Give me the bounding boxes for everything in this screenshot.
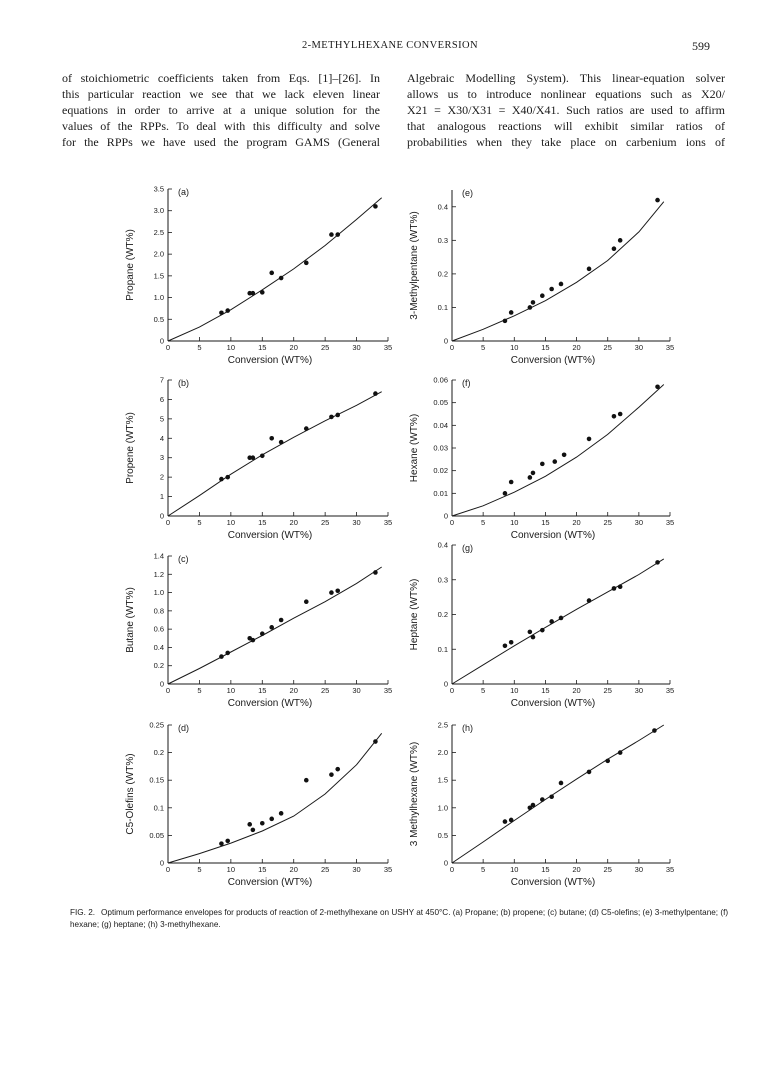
- x-tick-label: 20: [289, 343, 298, 352]
- x-axis-label: Conversion (WT%): [510, 698, 596, 709]
- x-tick-label: 10: [510, 343, 519, 352]
- y-axis-label: C5-Olefins (WT%): [125, 753, 136, 835]
- text-line: probabilities when they take place on carbenium ions of: [407, 135, 725, 149]
- data-point: [549, 619, 554, 624]
- x-tick-label: 10: [226, 865, 236, 874]
- text-line: that analogous reactions will exhibit similar ratios of: [407, 119, 725, 133]
- y-tick-label: 0.2: [437, 610, 448, 619]
- y-axis-label: Hexane (WT%): [409, 413, 420, 483]
- x-tick-label: 25: [320, 343, 330, 352]
- x-tick-label: 0: [449, 865, 455, 874]
- panel-label: (g): [462, 543, 473, 553]
- caption-label: FIG. 2.: [70, 908, 96, 917]
- data-point: [559, 282, 564, 287]
- x-tick-label: 20: [289, 518, 298, 527]
- data-point: [373, 570, 378, 575]
- y-tick-label: 0.2: [153, 661, 164, 671]
- y-tick-label: 0.4: [437, 540, 448, 550]
- text-line: for the RPPs we have used the program GAMS (General: [62, 135, 380, 149]
- y-tick-label: 0: [443, 336, 448, 346]
- data-point: [269, 436, 274, 441]
- x-tick-label: 20: [572, 865, 581, 874]
- data-point: [540, 462, 545, 467]
- data-point: [304, 599, 309, 604]
- data-point: [304, 426, 309, 431]
- data-point: [549, 287, 554, 292]
- panel-label: (d): [178, 723, 189, 733]
- x-tick-label: 25: [603, 865, 612, 874]
- y-tick-label: 2.0: [153, 249, 164, 259]
- text-line: Algebraic Modelling System). This linear-equation solver: [407, 71, 725, 85]
- x-axis-label: Conversion (WT%): [510, 355, 596, 366]
- y-tick-label: 0.3: [437, 575, 448, 585]
- y-axis-label: Propene (WT%): [125, 412, 136, 484]
- data-point: [618, 750, 623, 755]
- text-line: of stoichiometric coefficients taken from Eqs. [1]–[26]. In: [62, 71, 380, 85]
- data-point: [531, 471, 536, 476]
- data-point: [587, 437, 592, 442]
- y-tick-label: 1.0: [153, 588, 164, 598]
- data-point: [552, 459, 557, 464]
- chart-panel-f: [409, 376, 674, 542]
- y-tick-label: 0.1: [153, 803, 164, 813]
- data-point: [225, 475, 230, 480]
- x-tick-label: 25: [603, 518, 612, 527]
- data-point: [260, 821, 265, 826]
- data-point: [655, 560, 660, 565]
- x-tick-label: 30: [352, 865, 361, 874]
- chart-panel-e: [409, 188, 674, 366]
- data-point: [612, 246, 617, 251]
- x-tick-label: 35: [665, 343, 675, 352]
- x-axis-label: Conversion (WT%): [227, 355, 313, 366]
- x-axis-label: Conversion (WT%): [227, 877, 313, 888]
- x-tick-label: 30: [634, 686, 644, 695]
- y-tick-label: 1.4: [153, 551, 164, 561]
- x-tick-label: 0: [165, 518, 171, 527]
- data-point: [528, 475, 533, 480]
- data-point: [279, 276, 284, 281]
- y-tick-label: 0.5: [437, 830, 448, 840]
- data-point: [531, 803, 536, 808]
- x-tick-label: 10: [226, 518, 236, 527]
- text-line: this particular reaction we see that we lack eleven linear: [62, 87, 380, 101]
- x-tick-label: 25: [603, 686, 612, 695]
- data-point: [269, 817, 274, 822]
- y-tick-label: 7: [159, 375, 164, 385]
- x-tick-label: 20: [572, 518, 581, 527]
- envelope-curve: [168, 198, 382, 341]
- data-point: [503, 319, 508, 324]
- y-tick-label: 0.01: [433, 488, 448, 498]
- y-tick-label: 0: [443, 511, 448, 521]
- y-tick-label: 0.1: [437, 302, 448, 312]
- x-tick-label: 35: [383, 343, 393, 352]
- y-tick-label: 0: [159, 858, 164, 868]
- x-tick-label: 10: [510, 686, 519, 695]
- y-axis-label: 3 Methylhexane (WT%): [409, 741, 420, 847]
- x-tick-label: 25: [320, 865, 330, 874]
- y-tick-label: 4: [159, 433, 164, 443]
- data-point: [279, 440, 284, 445]
- y-axis-label: Propane (WT%): [125, 229, 136, 301]
- y-tick-label: 1.0: [437, 803, 448, 813]
- x-tick-label: 15: [541, 518, 550, 527]
- y-tick-label: 6: [159, 394, 164, 404]
- y-tick-label: 0.02: [433, 466, 448, 476]
- running-title: 2-METHYLHEXANE CONVERSION: [302, 40, 478, 51]
- y-tick-label: 0.25: [149, 720, 164, 730]
- y-tick-label: 0: [159, 511, 164, 521]
- data-point: [531, 300, 536, 305]
- data-point: [612, 414, 617, 419]
- x-tick-label: 30: [634, 343, 644, 352]
- panel-label: (h): [462, 723, 473, 733]
- x-tick-label: 35: [383, 686, 393, 695]
- text-line: equations in order to arrive at a unique solution for the: [62, 103, 380, 117]
- panel-label: (a): [178, 187, 189, 197]
- chart-panel-d: [125, 721, 392, 889]
- data-point: [503, 819, 508, 824]
- data-point: [335, 232, 340, 237]
- x-tick-label: 20: [289, 686, 298, 695]
- data-point: [559, 616, 564, 621]
- x-tick-label: 5: [481, 865, 486, 874]
- x-tick-label: 35: [665, 518, 675, 527]
- x-tick-label: 5: [197, 343, 202, 352]
- y-tick-label: 0.8: [153, 606, 164, 616]
- x-tick-label: 35: [383, 518, 393, 527]
- y-tick-label: 3: [159, 453, 164, 463]
- data-point: [251, 828, 256, 833]
- data-point: [587, 770, 592, 775]
- x-tick-label: 25: [603, 343, 612, 352]
- y-tick-label: 0: [443, 679, 448, 689]
- data-point: [329, 772, 334, 777]
- y-tick-label: 0.2: [153, 748, 164, 758]
- envelope-curve: [168, 733, 382, 863]
- chart-panel-h: [409, 721, 674, 889]
- data-point: [219, 654, 224, 659]
- data-point: [655, 198, 660, 203]
- x-tick-label: 0: [449, 686, 455, 695]
- data-point: [219, 841, 224, 846]
- figure-2-panels: [0, 170, 780, 900]
- x-axis-label: Conversion (WT%): [510, 530, 596, 541]
- y-tick-label: 2.0: [437, 748, 448, 758]
- x-tick-label: 10: [226, 686, 236, 695]
- x-tick-label: 20: [289, 865, 298, 874]
- data-point: [652, 728, 657, 733]
- envelope-curve: [452, 559, 664, 684]
- y-tick-label: 1.5: [437, 775, 448, 785]
- x-tick-label: 5: [197, 865, 202, 874]
- data-point: [260, 453, 265, 458]
- data-point: [549, 794, 554, 799]
- data-point: [612, 586, 617, 591]
- x-tick-label: 0: [165, 865, 171, 874]
- data-point: [559, 781, 564, 786]
- data-point: [279, 811, 284, 816]
- chart-panel-g: [409, 541, 674, 710]
- panel-label: (f): [462, 378, 471, 388]
- x-tick-label: 5: [481, 518, 486, 527]
- chart-panel-b: [125, 376, 392, 542]
- x-tick-label: 10: [510, 518, 519, 527]
- data-point: [329, 232, 334, 237]
- data-point: [531, 635, 536, 640]
- panel-label: (e): [462, 188, 473, 198]
- y-tick-label: 0.06: [433, 375, 448, 385]
- envelope-curve: [452, 725, 664, 863]
- data-point: [219, 310, 224, 315]
- x-tick-label: 15: [541, 343, 550, 352]
- y-tick-label: 5: [159, 414, 164, 424]
- x-axis-label: Conversion (WT%): [227, 698, 313, 709]
- y-axis-label: 3-Methylpentane (WT%): [409, 211, 420, 320]
- envelope-curve: [168, 392, 382, 516]
- data-point: [503, 491, 508, 496]
- data-point: [304, 261, 309, 266]
- x-tick-label: 0: [449, 343, 455, 352]
- body-text-left-column: [62, 70, 380, 150]
- x-tick-label: 20: [572, 686, 581, 695]
- x-tick-label: 30: [352, 518, 361, 527]
- x-tick-label: 15: [258, 865, 267, 874]
- x-tick-label: 15: [258, 518, 267, 527]
- data-point: [335, 588, 340, 593]
- data-point: [269, 625, 274, 630]
- y-tick-label: 1.0: [153, 293, 164, 303]
- text-line: values of the RPPs. To deal with this difficulty and solve: [62, 119, 380, 133]
- data-point: [540, 628, 545, 633]
- data-point: [373, 739, 378, 744]
- data-point: [373, 204, 378, 209]
- data-point: [509, 818, 514, 823]
- y-tick-label: 0.4: [437, 202, 448, 212]
- y-tick-label: 0.05: [149, 830, 164, 840]
- data-point: [605, 759, 610, 764]
- data-point: [618, 238, 623, 243]
- x-tick-label: 20: [572, 343, 581, 352]
- x-tick-label: 5: [481, 686, 486, 695]
- panel-label: (c): [178, 554, 189, 564]
- data-point: [503, 643, 508, 648]
- y-tick-label: 0.4: [153, 642, 164, 652]
- y-axis-label: Butane (WT%): [125, 587, 136, 653]
- x-tick-label: 0: [165, 343, 171, 352]
- data-point: [329, 590, 334, 595]
- y-tick-label: 0.3: [437, 235, 448, 245]
- data-point: [219, 477, 224, 482]
- data-point: [260, 290, 265, 295]
- data-point: [540, 797, 545, 802]
- data-point: [509, 310, 514, 315]
- x-tick-label: 35: [665, 865, 675, 874]
- body-text-right-column: [407, 70, 725, 150]
- x-tick-label: 5: [197, 518, 202, 527]
- data-point: [587, 267, 592, 272]
- x-tick-label: 30: [352, 686, 361, 695]
- data-point: [618, 412, 623, 417]
- x-tick-label: 5: [481, 343, 486, 352]
- y-tick-label: 0.2: [437, 269, 448, 279]
- data-point: [304, 778, 309, 783]
- x-tick-label: 25: [320, 686, 330, 695]
- data-point: [247, 822, 252, 827]
- x-tick-label: 35: [383, 865, 393, 874]
- y-tick-label: 1.5: [153, 271, 164, 281]
- y-tick-label: 1: [159, 492, 164, 502]
- data-point: [225, 839, 230, 844]
- y-tick-label: 2: [159, 472, 164, 482]
- x-tick-label: 15: [541, 865, 550, 874]
- x-tick-label: 15: [258, 686, 267, 695]
- x-axis-label: Conversion (WT%): [510, 877, 596, 888]
- y-tick-label: 0.1: [437, 644, 448, 654]
- data-point: [225, 308, 230, 313]
- data-point: [618, 584, 623, 589]
- x-tick-label: 10: [510, 865, 519, 874]
- y-tick-label: 3.0: [153, 206, 164, 216]
- y-tick-label: 0.04: [433, 420, 448, 430]
- x-tick-label: 15: [541, 686, 550, 695]
- data-point: [509, 640, 514, 645]
- data-point: [587, 598, 592, 603]
- data-point: [655, 385, 660, 390]
- data-point: [251, 638, 256, 643]
- data-point: [225, 651, 230, 656]
- text-line: X21 = X30/X31 = X40/X41. Such ratios are used to affirm: [407, 103, 725, 117]
- data-point: [251, 291, 256, 296]
- x-tick-label: 30: [634, 518, 644, 527]
- y-tick-label: 0.05: [433, 398, 448, 408]
- y-tick-label: 0: [159, 679, 164, 689]
- x-axis-label: Conversion (WT%): [227, 530, 313, 541]
- panel-label: (b): [178, 378, 189, 388]
- data-point: [528, 630, 533, 635]
- data-point: [260, 631, 265, 636]
- data-point: [335, 413, 340, 418]
- data-point: [509, 480, 514, 485]
- x-tick-label: 0: [165, 686, 171, 695]
- data-point: [279, 618, 284, 623]
- caption-text: Optimum performance envelopes for products of reaction of 2-methylhexane on USHY at 450°C. (a) Propane; (b) propene; (c) butane; (d) C5-olefins; (e) 3-methylpentane; (f) hexane; (g) heptane; (h) 3-methylhexane.: [70, 908, 729, 929]
- x-tick-label: 10: [226, 343, 236, 352]
- data-point: [540, 293, 545, 298]
- y-tick-label: 0.5: [153, 314, 164, 324]
- chart-panel-a: [125, 185, 392, 367]
- x-tick-label: 30: [352, 343, 361, 352]
- y-tick-label: 0: [159, 336, 164, 346]
- y-tick-label: 2.5: [153, 227, 164, 237]
- y-tick-label: 2.5: [437, 720, 448, 730]
- x-tick-label: 0: [449, 518, 455, 527]
- data-point: [528, 305, 533, 310]
- y-tick-label: 0.6: [153, 624, 164, 634]
- data-point: [269, 271, 274, 276]
- data-point: [329, 415, 334, 420]
- x-tick-label: 15: [258, 343, 267, 352]
- y-tick-label: 0.15: [149, 775, 164, 785]
- y-axis-label: Heptane (WT%): [409, 578, 420, 651]
- envelope-curve: [452, 385, 664, 517]
- y-tick-label: 3.5: [153, 184, 164, 194]
- data-point: [251, 455, 256, 460]
- running-head: [0, 40, 780, 56]
- data-point: [335, 767, 340, 772]
- x-tick-label: 25: [320, 518, 330, 527]
- x-tick-label: 35: [665, 686, 675, 695]
- x-tick-label: 5: [197, 686, 202, 695]
- data-point: [373, 391, 378, 396]
- text-line: allows us to introduce nonlinear equations such as X20/: [407, 87, 725, 101]
- data-point: [562, 453, 567, 458]
- y-tick-label: 0: [443, 858, 448, 868]
- page-number: 599: [692, 39, 710, 53]
- envelope-curve: [452, 202, 664, 341]
- envelope-curve: [168, 567, 382, 684]
- chart-panel-c: [125, 552, 392, 710]
- x-tick-label: 30: [634, 865, 644, 874]
- y-tick-label: 1.2: [153, 569, 164, 579]
- y-tick-label: 0.03: [433, 443, 448, 453]
- figure-caption: [70, 907, 730, 931]
